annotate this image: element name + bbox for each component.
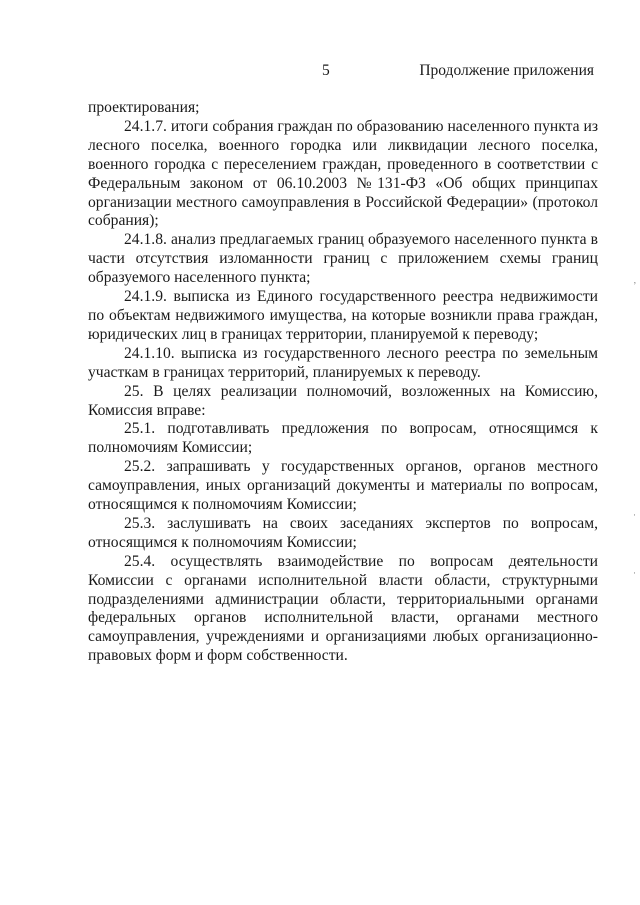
paragraph-24-1-8: 24.1.8. анализ предлагаемых границ образуемого населенного пункта в части отсутствия изломанности границ с приложением схемы границ образуемого населенного пункта; <box>88 231 598 287</box>
paragraph-continuation: проектирования; <box>88 99 200 116</box>
scan-margin-mark: · <box>633 510 636 520</box>
paragraph-24-1-9: 24.1.9. выписка из Единого государственного реестра недвижимости по объектам недвижимого имущества, на которые возникли права граждан, юридических лиц в границах территории, планируемой к переводу; <box>88 288 598 343</box>
continuation-label: Продолжение приложения <box>419 62 594 79</box>
paragraph-25-1: 25.1. подготавливать предложения по вопросам, относящимся к полномочиям Комиссии; <box>88 420 598 457</box>
paragraph-24-1-7: 24.1.7. итоги собрания граждан по образованию населенного пункта из лесного поселка, военного городка или ликвидации лесного поселка, военного городка с переселением граждан, проведенного в соответствии с Федеральным законом от 06.10.2003 №131-ФЗ «Об общих принципах организации местного самоуправления в Российской Федерации» (протокол собрания); <box>88 117 598 230</box>
page-number: 5 <box>322 62 330 79</box>
paragraph-25-3: 25.3. заслушивать на своих заседаниях экспертов по вопросам, относящимся к полномочиям Комиссии; <box>88 514 598 551</box>
paragraph-25-4: 25.4. осуществлять взаимодействие по вопросам деятельности Комиссии с органами исполнительной власти области, структурными подразделениями администрации области, территориальными органами федеральных органов исполнительной власти, органами местного самоуправления, учреждениями и организациями любых организационно-правовых форм и форм собственности. <box>88 552 598 665</box>
paragraph-24-1-10: 24.1.10. выписка из государственного лесного реестра по земельным участкам в границах территорий, планируемых к переводу. <box>88 344 598 381</box>
paragraph-25-2: 25.2. запрашивать у государственных органов, органов местного самоуправления, иных организаций документы и материалы по вопросам, относящимся к полномочиям Комиссии; <box>88 458 598 514</box>
scan-margin-mark: , <box>633 275 636 285</box>
paragraph-25: 25. В целях реализации полномочий, возложенных на Комиссию, Комиссия вправе: <box>88 382 598 419</box>
scan-margin-mark: · <box>633 568 636 578</box>
document-body <box>88 99 598 666</box>
page-header <box>0 61 640 83</box>
